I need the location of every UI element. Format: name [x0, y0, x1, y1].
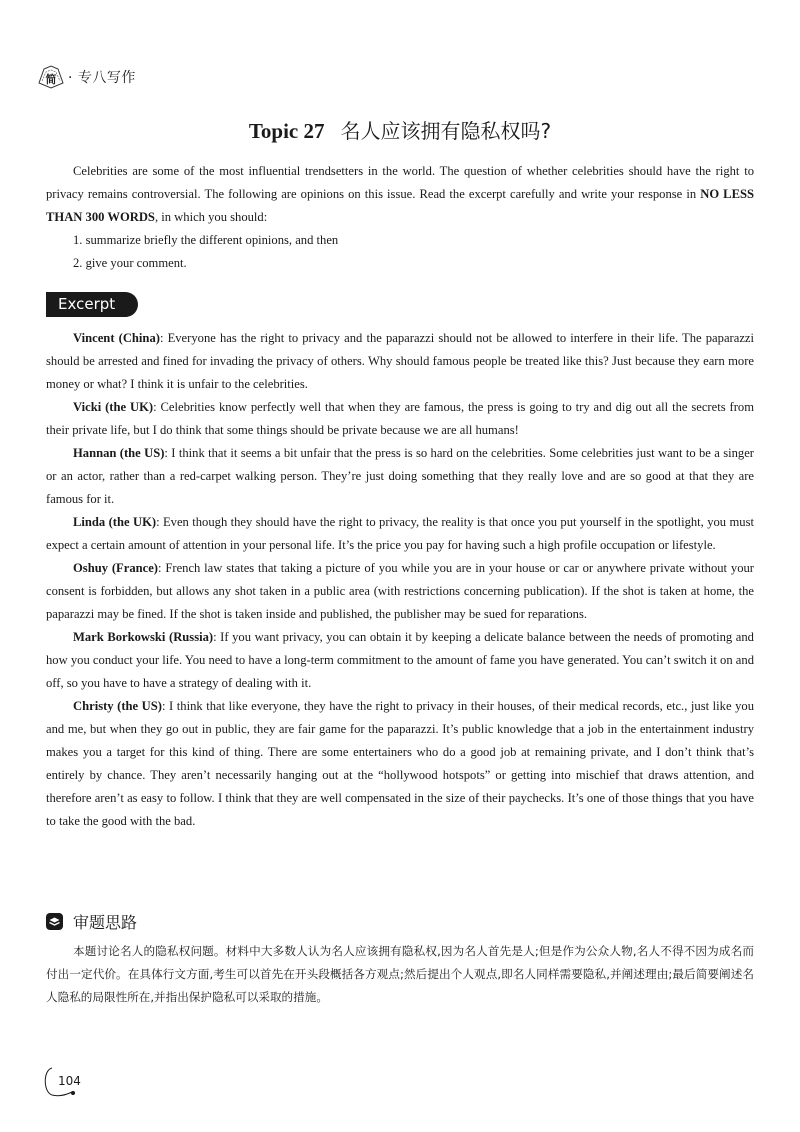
- opinion-author: Oshuy (France): [73, 561, 159, 575]
- word-limit: NO LESS THAN 300 WORDS: [46, 187, 754, 224]
- opinion-paragraph: [46, 442, 754, 511]
- instructions: [46, 160, 754, 275]
- opinion-paragraph: [46, 511, 754, 557]
- opinion-author: Hannan (the US): [73, 446, 165, 460]
- topic-number: Topic 27: [248, 119, 325, 143]
- opinion-text: : Everyone has the right to privacy and the paparazzi should not be allowed to interfere in their life. The paparazzi should be arrested and fined for invading the privacy of others. Why should famous people be treated like this? Just because they earn more money or what? I think it is unfair to the celebrities.: [46, 331, 754, 391]
- opinion-paragraph: [46, 557, 754, 626]
- logo-char: 简: [45, 73, 57, 86]
- analysis-title: 审题思路: [73, 912, 138, 932]
- opinion-author: Linda (the UK): [73, 515, 157, 529]
- opinion-author: Mark Borkowski (Russia): [73, 630, 214, 644]
- topic-title: [0, 115, 800, 144]
- task-item: 2. give your comment.: [73, 256, 187, 270]
- topic-question: 名人应该拥有隐私权吗?: [340, 119, 552, 143]
- opinion-text: : If you want privacy, you can obtain it by keeping a delicate balance between the needs of promoting and how you conduct your life. You need to have a long-term commitment to the amount of fame you have generated. You can’t switch it on and off, so you have to have a strategy of dealing with it.: [46, 630, 754, 690]
- opinion-text: : I think that like everyone, they have the right to privacy in their houses, of their medical records, etc., just like you and me, but when they go out in public, they are fair game for the paparazzi. It’s public knowledge that a job in the entertainment industry makes you a target for this kind of thing. There are some entertainers who do a good job at remaining private, and I don’t think that’s entirely by chance. They aren’t necessarily hanging out at the “hollywood hotspots” or getting into mischief that draws attention, and therefore aren’t as easy to follow. I think that they are well compensated in the size of their paychecks. It’s one of those things that you have to take the good with the bad.: [46, 699, 754, 828]
- layers-icon: [46, 913, 63, 930]
- book-logo-icon: [36, 63, 66, 91]
- page-number: [38, 1064, 81, 1100]
- header-section-label: · 专八写作: [68, 70, 136, 86]
- opinion-author: Vicki (the UK): [73, 400, 154, 414]
- opinion-text: : I think that it seems a bit unfair that the press is so hard on the celebrities. Some celebrities just want to be a singer or an actor, rather than a red-carpet walking person. They’re just doing something that they really love and are so good at that they are famous for it.: [46, 446, 754, 506]
- intro-paragraph: [46, 160, 754, 229]
- opinion-paragraph: [46, 626, 754, 695]
- excerpt-opinions: [46, 327, 754, 833]
- analysis-text: 本题讨论名人的隐私权问题。材料中大多数人认为名人应该拥有隐私权,因为名人首先是人;但是作为公众人物,名人不得不因为成名而付出一定代价。在具体行文方面,考生可以首先在开头段概括各方观点;然后提出个人观点,即名人同样需要隐私,并阐述理由;最后简要阐述名人隐私的局限性所在,并指出保护隐私可以采取的措施。: [46, 944, 754, 1004]
- opinion-text: : Even though they should have the right to privacy, the reality is that once you put yourself in the spotlight, you must expect a certain amount of attention in your personal life. It’s the price you pay for having such a high profile occupation or lifestyle.: [46, 515, 754, 552]
- task-item: 1. summarize briefly the different opinions, and then: [73, 233, 339, 247]
- opinion-paragraph: [46, 396, 754, 442]
- running-header: [36, 62, 136, 92]
- intro-text-end: , in which you should:: [154, 210, 268, 224]
- intro-text: Celebrities are some of the most influential trendsetters in the world. The question of whether celebrities should have the right to privacy remains controversial. The following are opinions on this issue. Read the excerpt carefully and write your response in: [46, 164, 754, 201]
- excerpt-label: Excerpt: [46, 292, 138, 317]
- analysis-heading: [46, 908, 137, 934]
- task-list: [46, 229, 754, 275]
- opinion-text: : Celebrities know perfectly well that when they are famous, the press is going to try and dig out all the secrets from their private life, but I do think that some things should be private because we are all humans!: [46, 400, 754, 437]
- opinion-text: : French law states that taking a picture of you while you are in your house or car or anywhere private without your consent is forbidden, but allows any shot taken in a public area (with restrictions concerning publication). If the shot is taken at home, the paparazzi may be fined. If the shot is taken inside and published, the publisher may be sued for reparations.: [46, 561, 754, 621]
- opinion-paragraph: [46, 695, 754, 833]
- page-number-text: 104: [58, 1074, 81, 1088]
- opinion-author: Christy (the US): [73, 699, 162, 713]
- opinion-paragraph: [46, 327, 754, 396]
- opinion-author: Vincent (China): [73, 331, 160, 345]
